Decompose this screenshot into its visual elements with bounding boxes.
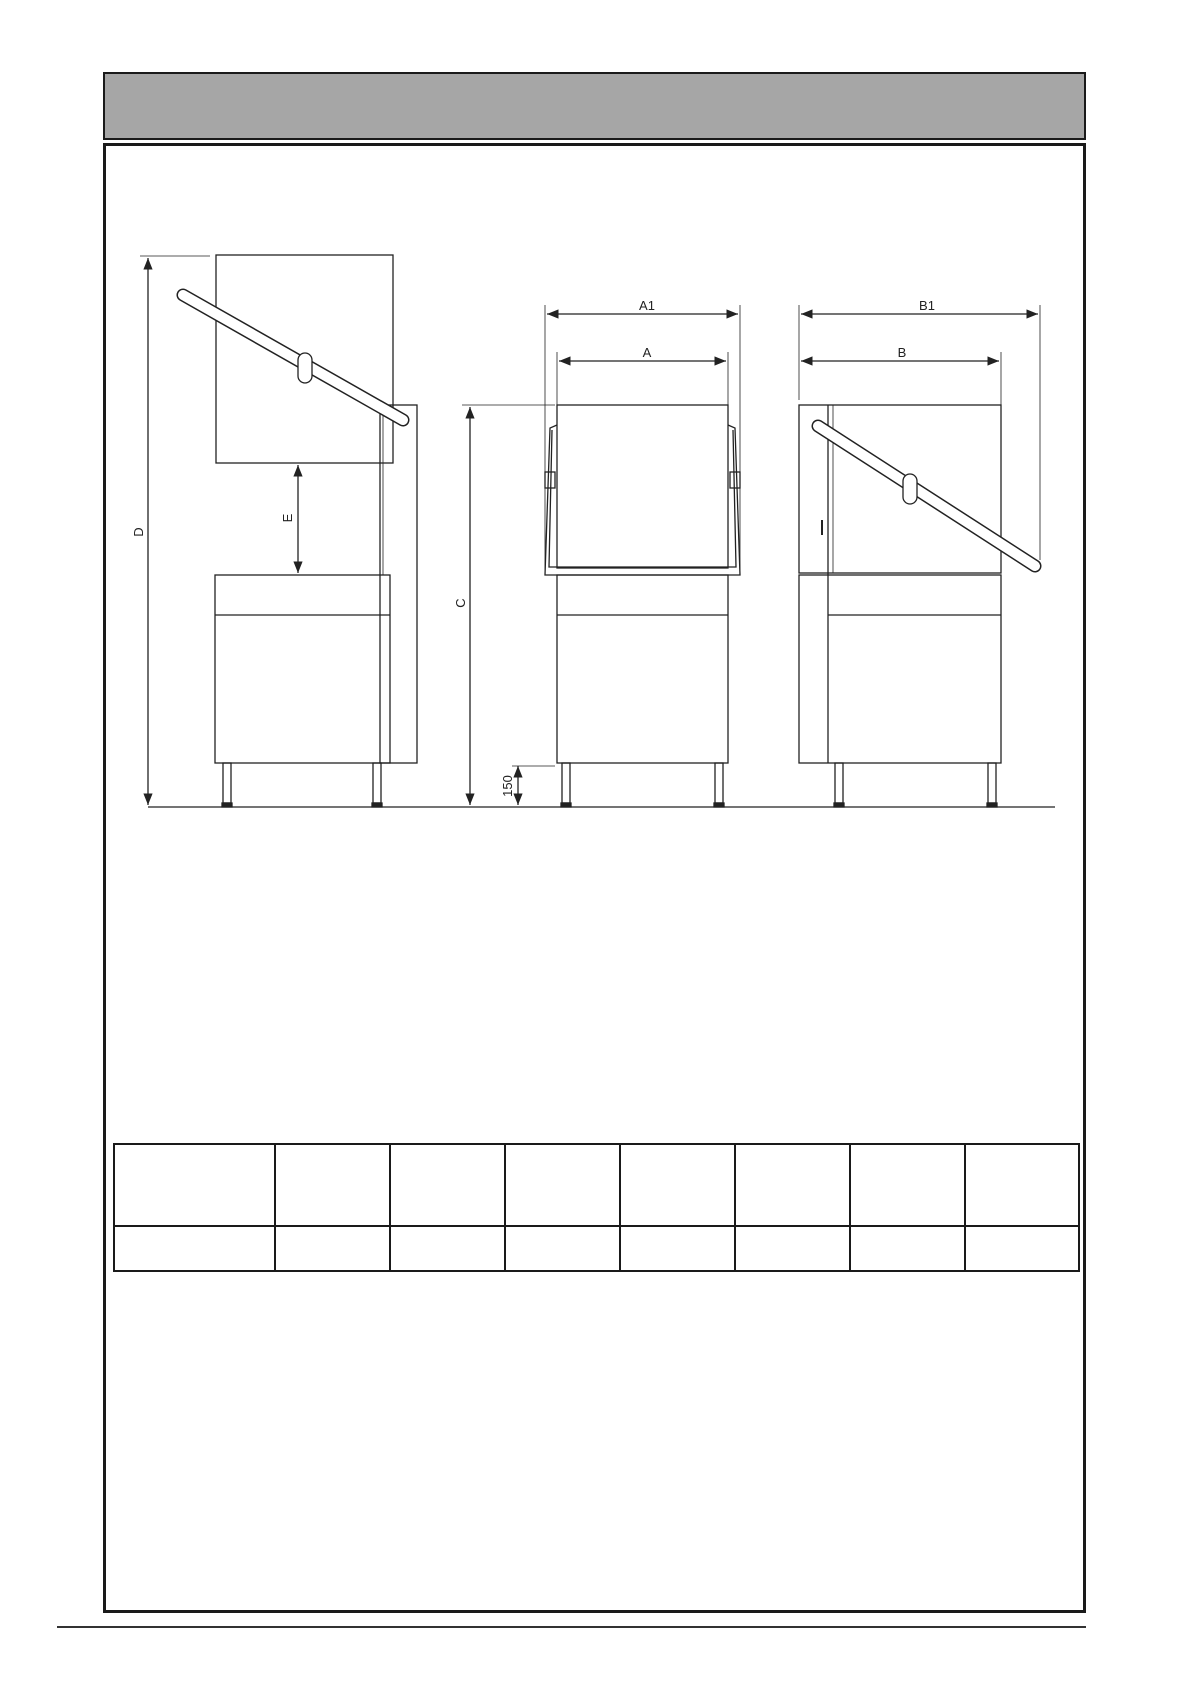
table-cell (620, 1226, 735, 1271)
label-a1: A1 (639, 298, 655, 313)
table-row (114, 1226, 1079, 1271)
table-cell (505, 1226, 620, 1271)
label-c: C (453, 598, 468, 608)
label-b: B (897, 345, 907, 360)
table-header-cell (735, 1144, 850, 1226)
table-header-cell (114, 1144, 275, 1226)
label-a: A (642, 345, 652, 360)
table-cell (965, 1226, 1079, 1271)
side-view-hood-open (183, 255, 417, 807)
table-header-row (114, 1144, 1079, 1226)
front-view (545, 405, 740, 807)
table-cell (735, 1226, 850, 1271)
side-view-hood-closed (799, 405, 1035, 807)
dimensions-table (113, 1143, 1080, 1272)
table-cell (114, 1226, 275, 1271)
table-cell (390, 1226, 505, 1271)
label-d: D (131, 527, 146, 537)
table-header-cell (850, 1144, 965, 1226)
label-leg-height: 150 (500, 775, 515, 797)
table-cell (275, 1226, 390, 1271)
label-e: E (280, 513, 295, 523)
table-header-cell (390, 1144, 505, 1226)
table-header-cell (965, 1144, 1079, 1226)
label-b1: B1 (919, 298, 935, 313)
table-header-cell (620, 1144, 735, 1226)
table-cell (850, 1226, 965, 1271)
table-header-cell (505, 1144, 620, 1226)
table-header-cell (275, 1144, 390, 1226)
footer-rule (57, 1626, 1086, 1628)
